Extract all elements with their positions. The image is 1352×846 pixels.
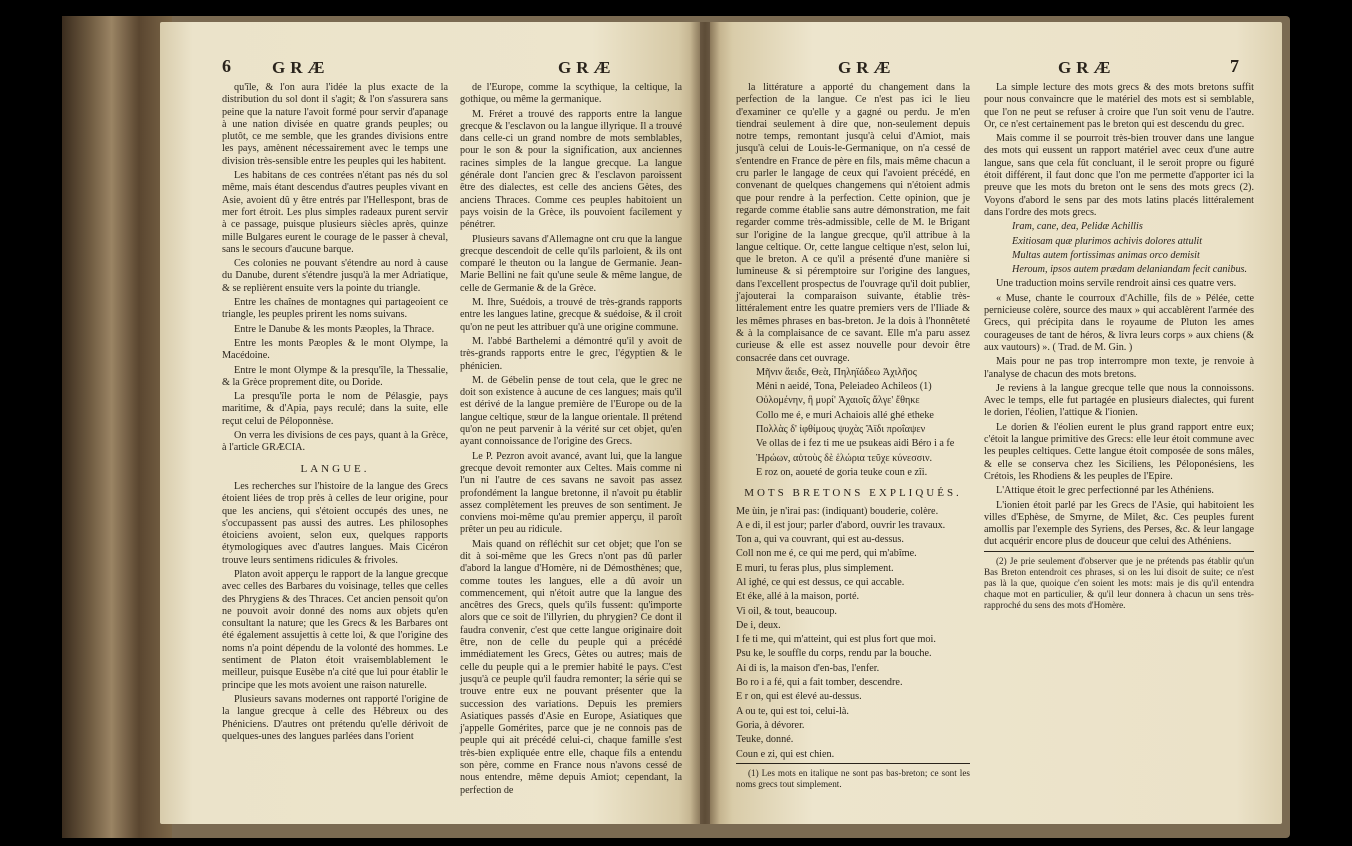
glossary-entry: Coun e zi, qui est chien. <box>736 748 835 760</box>
verse-line: Ve ollas de i fez ti me ue psukeas aidi Béro i a fe <box>756 438 955 450</box>
verse-line: Οὐλομένην, ἣ μυρί' Ἀχαιοῖς ἄλγε' ἔθηκε <box>756 395 920 407</box>
right-column-2 <box>984 82 1254 613</box>
left-column-2 <box>460 82 682 799</box>
paragraph: Mais comme il se pourroit très-bien trouver dans une langue des mots qui eussent un rapport matériel avec ceux d'une autre langue, sans que cela fût concluant, il le seroit propre ou figuré étoit différent, il faut donc que l'on me permette d'apporter ici la preuve que les mots du breton ont le sens des mots grecs (2). Voyons d'abord le sens par des mots latins placés littéralement dans l'ordre des mots grecs. <box>984 133 1254 218</box>
left-page <box>160 22 700 824</box>
paragraph: Je reviens à la langue grecque telle que nous la connoissons. Avec le temps, elle fut partagée en plusieurs dialectes, qui furent le dorien, l'éolien, l'attique & l'ionien. <box>984 382 1254 419</box>
page-number: 6 <box>222 56 231 76</box>
paragraph: Le dorien & l'éolien eurent le plus grand rapport entre eux; c'étoit la langue primitive des Grecs: elle leur étoit commune avec les peuples celtiques. Cette langue étoit composée de sons mâles, & elle se conserva chez les Siciliens, les Péloponésiens, les Crétois, les Rhodiens & les peuples de l'Epire. <box>984 421 1254 482</box>
paragraph: M. l'abbé Barthelemi a démontré qu'il y avoit de très-grands rapports entre le grec, l'égyptien & le phénicien. <box>460 335 682 372</box>
latin-verse-line: Heroum, ipsos autem prædam delaniandam fecit canibus. <box>1012 264 1248 276</box>
glossary-entry: Vi oil, & tout, beaucoup. <box>736 605 837 617</box>
right-column-1 <box>736 82 970 792</box>
verse-line: Πολλὰς δ' ἰφθίμους ψυχὰς Ἄϊδι προΐαψεν <box>756 424 926 436</box>
paragraph: M. Ihre, Suédois, a trouvé de très-grands rapports entre les langues latine, grecque & suédoise, & il croit qu'on ne peut les attribuer qu'à une origine commune. <box>460 297 682 333</box>
verse-line: Μῆνιν ἄειδε, Θεὰ, Πηληϊάδεω Ἀχιλῆος <box>756 366 917 378</box>
glossary-entry: A ou te, qui est toi, celui-là. <box>736 705 849 717</box>
glossary-entry: E r on, qui est élevé au-dessus. <box>736 691 862 703</box>
glossary-entry: De i, deux. <box>736 619 781 631</box>
glossary-entry: Teuke, donné. <box>736 734 794 746</box>
paragraph: Le P. Pezron avoit avancé, avant lui, que la langue grecque devoit remonter aux Celtes. Mais comme ni l'un ni l'autre de ces savans ne savoit pas assez profondément la langue bretonne, il n'avoit pu établir assez complètement les preuves de son sentiment. Je conviens moi-même qu'au premier apperçu, il paroît prêter un peu au ridicule. <box>460 450 682 536</box>
paragraph: Entre les monts Pæoples & le mont Olympe, la Macédoine. <box>222 337 448 362</box>
glossary-entry: E muri, tu feras plus, plus simplement. <box>736 562 894 574</box>
left-column-1 <box>222 82 448 745</box>
paragraph: On verra les divisions de ces pays, quant à la Grèce, à l'article GRÆCIA. <box>222 430 448 454</box>
book-gutter <box>690 22 720 824</box>
paragraph: la littérature a apporté du changement dans la perfection de la langue. Ce n'est pas ici le lieu d'examiner ce qu'elle y a gagné ou perdu. Je m'en tiendrai seulement à dire que, non-seulement depuis notre temps, remontant jusqu'à celui d'Amiot, mais jusqu'à celui de Louis-le-Germanique, on n'a cessé de s'entendre en France de père en fils, mais même chacun a cru parler le langage de ceux qui l'avoient précédé, en convenant de quelques changemens qui n'étoient admis que pour rendre à la perfection. Cette opinion, que je regarde comme établie sans autre démonstration, me fait regarder comme très-admissible, celle de M. le Brigant sur l'origine de la langue grecque, qu'il attribue à la langue celtique. Or, cette langue celtique n'est, selon lui, que le breton. A ce qu'il a présenté d'une manière si lumineuse & si péremptoire sur l'origine des langues, dans l'excellent prospectus de l'ouvrage qu'il doit publier, j'ajouterai la comparaison suivante, établie très-littéralement entre les quatre premiers vers de l'Iliade & les mêmes phrases en bas-breton. Je la dois à l'honnêteté & à la complaisance de ce savant. Elle m'a paru assez curieuse & elle est assez nouvelle pour devoir être consacrée dans cet ouvrage. <box>736 82 970 364</box>
paragraph: Platon avoit apperçu le rapport de la langue grecque avec celles des Barbares du voisinage, telles que celles des Phrygiens & des Thraces. Cet ancien pensoit qu'on ne pouvoit avoir donné des noms aux objets qu'en consultant la nature; que les Grecs & les Barbares ont été également assujettis à cette loi, & que l'origine des noms n'a point dépendu de la volonté des hommes. Le sentiment de Platon étoit vraisemblablement le meilleur, puisque Eusèbe n'a cité que lui pour établir le principe que les mots avoient une raison naturelle. <box>222 568 448 691</box>
paragraph: Entre le mont Olympe & la presqu'île, la Thessalie, & la Grèce proprement dite, ou Doride. <box>222 364 448 388</box>
glossary-entry: I fe ti me, qui m'atteint, qui est plus fort que moi. <box>736 634 936 646</box>
glossary-entry: Psu ke, le souffle du corps, rendu par la bouche. <box>736 648 932 660</box>
glossary-entry: Bo ro i a fé, qui a fait tomber, descendre. <box>736 677 903 689</box>
paragraph: Plusieurs savans modernes ont rapporté l'origine de la langue grecque à celle des Hébreux ou des Phéniciens. D'autres ont prétendu qu'elle dérivoit de quelques-unes des langues parlées dans l'orient <box>222 693 448 742</box>
glossary-entry: Al ighé, ce qui est dessus, ce qui accable. <box>736 576 905 588</box>
section-heading: MOTS BRETONS EXPLIQUÉS. <box>744 487 962 500</box>
latin-verse-line: Multas autem fortissimas animas orco demisit <box>1012 249 1200 261</box>
running-header-left: GRÆ <box>272 58 330 77</box>
verse-line: Ἡρώων, αὐτοὺς δὲ ἑλώρια τεῦχε κύνεσσιν. <box>756 452 933 464</box>
glossary-entry: Goria, à dévorer. <box>736 719 805 731</box>
glossary-entry: Coll non me é, ce qui me perd, qui m'abîme. <box>736 548 917 560</box>
verse-line: Collo me é, e muri Achaiois allé ghé etheke <box>756 409 934 421</box>
glossary-entry: Ton a, qui va couvrant, qui est au-dessus. <box>736 534 904 546</box>
latin-verse-line: Exitiosam quæ plurimos achivis dolores attulit <box>1012 235 1203 247</box>
paragraph: de l'Europe, comme la scythique, la celtique, la gothique, ou même la germanique. <box>460 82 682 106</box>
paragraph: La presqu'île porta le nom de Pélasgie, pays maritime, & d'Apia, pays reculé; dans la suite, elle reçut celui de Péloponnèse. <box>222 391 448 427</box>
paragraph: Mais pour ne pas trop interrompre mon texte, je renvoie à l'analyse de chacun des mots bretons. <box>984 356 1254 380</box>
latin-verse-line: Iram, cane, dea, Pelidæ Achillis <box>1012 221 1143 233</box>
paragraph: L'ionien étoit parlé par les Grecs de l'Asie, qui habitoient les villes d'Ephèse, de Smyrne, de Milet, &c. Ces peuples furent amollis par l'exemple des Syriens, des Perses, &c. & leur langage dut acquérir encore plus de douceur que celui des Athéniens. <box>984 499 1254 548</box>
footnote: (2) Je prie seulement d'observer que je ne prétends pas établir qu'un Bas Breton entendroit ces phrases, si on les lui disoit de suite; ce n'est pas là la que, quoique c'en soient les mots: mais je dis qu'il entendra chaque mot en particulier, & qu'il leur donnera à chacun un sens très-rapproché du sens des mots d'Homère. <box>984 551 1254 611</box>
paragraph: « Muse, chante le courroux d'Achille, fils de » Pélée, cette pernicieuse colère, source des maux » qui accablèrent l'armée des Grecs, qui précipita dans le royaume de Pluton les ames courageuses de tant de héros, & livra leurs corps » aux chiens (& aux vautours) ». ( Trad. de M. Gin. ) <box>984 292 1254 353</box>
verse-line: Méni n aeidé, Tona, Peleiadeo Achileos (1) <box>756 381 932 393</box>
verse-line: E roz on, aoueté de goria teuke coun e zîi. <box>756 466 928 478</box>
paragraph: Plusieurs savans d'Allemagne ont cru que la langue grecque descendoit de celle qu'ils parloient, & ils ont comparé le theuton ou la langue de Germanie. Jean-Marie Bellini ne fait qu'une seule & même langue, de celle de Germanie & de la Grèce. <box>460 233 682 294</box>
paragraph: Les recherches sur l'histoire de la langue des Grecs étoient liées de trop près à celles de leur origine, pour que les anciens, qui s'étoient occupés des unes, ne s'occupassent pas aussi des autres. Les philosophes étoiciens avoient, selon eux, quelques rapports étymologiques avec d'autres langues. Mais Cicéron trouve leurs sentimens ridicules & frivoles. <box>222 480 448 566</box>
paragraph: La simple lecture des mots grecs & des mots bretons suffit pour nous convaincre que le matériel des mots est si semblable, que l'on ne peut se refuser à croire que l'un soit venu de l'autre. Or, ce n'est certainement pas le breton qui est descendu du grec. <box>984 82 1254 130</box>
right-page <box>710 22 1282 824</box>
paragraph: M. Fréret a trouvé des rapports entre la langue grecque & l'esclavon ou la langue illyrique. Il a trouvé dans celle-ci un grand nombre de mots semblables, pour le son & pour la signification, aux anciennes racines simples de la langue grecque. La langue générale dont l'ancien grec & l'esclavon paroissent être des dialectes, est celle des anciens Gètes, des anciens Thraces. Comme ces peuples habitoient un pays voisin de la Grèce, ils pouvoient facilement y pénétrer. <box>460 108 682 231</box>
section-heading: LANGUE. <box>300 462 370 475</box>
paragraph: Mais quand on réfléchit sur cet objet; que l'on se dit à soi-même que les Grecs n'ont pas dû parler d'abord la langue d'Homère, ni de Démosthènes; que, comme toutes les langues, elle a dû avoir un commencement, qui n'étoit autre que la langue des ancêtres des Grecs, quels qu'ils fussent: qu'importe alors que ce soit de l'illyrien, du phrygien? Ce dont il faudra convenir, c'est que cette langue originaire doit être, non de celle du peuple qui a précédé immédiatement les Grecs, Gètes ou autres; mais de celle du peuple qui a le premier habité le pays. C'est jusqu'à ce peuple qu'il faudra remonter; la série qui se trouve entre eux ne pouvant présenter que la succession des variations. Depuis les premiers Asiatiques passés d'Asie en Europe, Asiatiques que j'appelle Gomérites, parce que je ne connois pas de peuple qui ait précédé celui-ci, chaque famille s'est très-bien expliquée entre elle, chaque fils a entendu son père, comme en France nous n'avons cessé de nous entendre, même depuis Amiot; cependant, la perfection de <box>460 538 682 796</box>
paragraph: Entre les chaînes de montagnes qui partageoient ce triangle, les peuples prirent les noms suivans. <box>222 297 448 321</box>
paragraph: Ces colonies ne pouvant s'étendre au nord à cause du Danube, durent s'étendre jusqu'à la mer Adriatique, & se replièrent ensuite vers la pointe du triangle. <box>222 258 448 294</box>
footnote: (1) Les mots en italique ne sont pas bas-breton; ce sont les noms grecs tout simplement. <box>736 763 970 790</box>
page-number: 7 <box>1230 56 1239 76</box>
book-edge <box>62 16 172 838</box>
running-header-left: GRÆ <box>838 58 896 77</box>
paragraph: Entre le Danube & les monts Pæoples, la Thrace. <box>234 323 435 335</box>
paragraph: qu'île, & l'on aura l'idée la plus exacte de la distribution du sol dont il s'agit; & l'on s'assurera sans peine que la nature l'avoit formé pour servir d'apanage à une nation divisée en quatre grands peuples; ou plutôt, ce me semble, que les grandes divisions entre les pays, amènent nécessairement avec le temps une division très-sensible entre les peuples qui les habitent. <box>222 82 448 167</box>
glossary-entry: Et éke, allé à la maison, porté. <box>736 591 860 603</box>
paragraph: M. de Gébelin pense de tout cela, que le grec ne doit son existence à aucune de ces langues; mais qu'il est dérivé de la langue première de l'Europe ou de la langue celtique, sœur de la langue orientale. Il prétend qu'on ne peut parvenir à la vérité sur cet objet, qu'en ayant connoissance de l'origine des Grecs. <box>460 374 682 448</box>
paragraph: Une traduction moins servile rendroit ainsi ces quatre vers. <box>996 278 1237 290</box>
glossary-entry: Ai di is, la maison d'en-bas, l'enfer. <box>736 662 880 674</box>
paragraph: Les habitans de ces contrées n'étant pas nés du sol même, mais étant descendus d'autres peuples vivant en Asie, avoient dû y être entrés par l'Hellespont, bras de mer fort étroit. Les plus simples radeaux purent servir à ce passage, puisque plusieurs siècles après, quinze mille Bulgares eurent le courage de le passer à cheval, sans le secours d'aucune barque. <box>222 170 448 255</box>
glossary-entry: A e di, il est jour; parler d'abord, ouvrir les travaux. <box>736 519 946 531</box>
paragraph: L'Attique étoit le grec perfectionné par les Athéniens. <box>996 485 1214 497</box>
running-header-right: GRÆ <box>1058 58 1116 77</box>
glossary-entry: Me ùin, je n'irai pas: (indiquant) bouderie, colère. <box>736 505 939 517</box>
running-header-right: GRÆ <box>558 58 616 77</box>
